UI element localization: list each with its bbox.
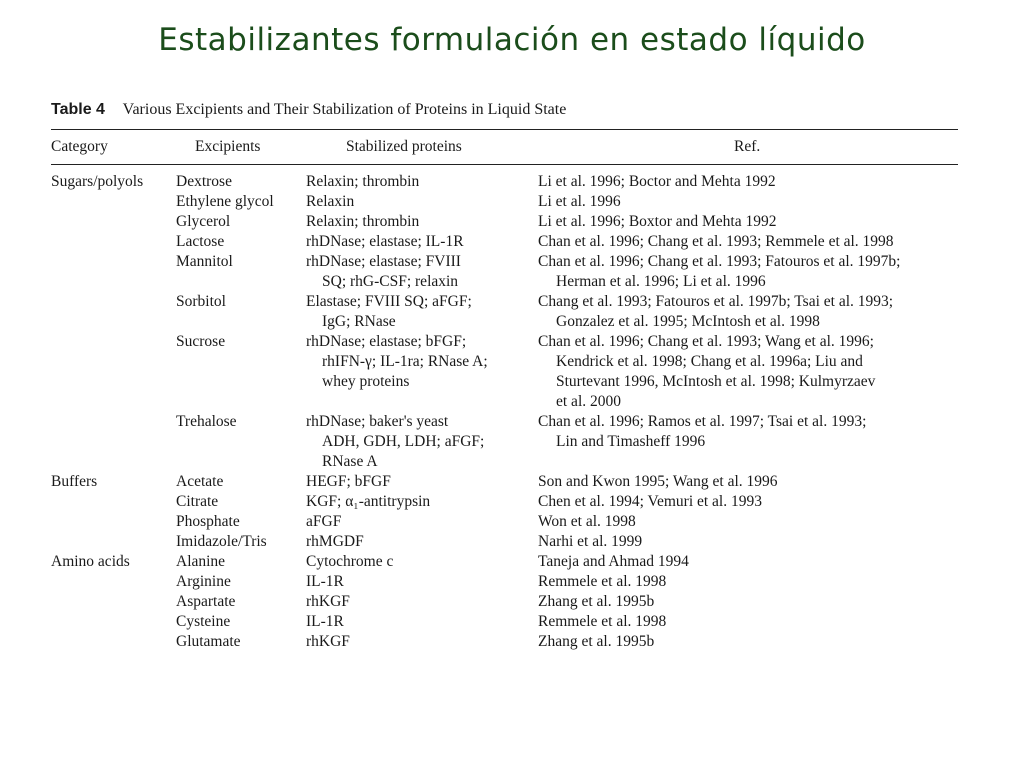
cell-excipient: Aspartate: [176, 593, 236, 610]
cell-stabilized-proteins: [306, 412, 484, 472]
cell-excipient: Mannitol: [176, 253, 233, 270]
cell-excipient: Alanine: [176, 553, 226, 570]
cell-ref: [538, 232, 894, 252]
cell-stabilized-proteins: [306, 512, 341, 532]
cell-ref: [538, 612, 666, 632]
cell-stabilized-proteins: [306, 532, 364, 552]
protein-line: rhDNase; elastase; bFGF;: [306, 333, 467, 350]
cell-ref: [538, 632, 654, 652]
ref-line: Kendrick et al. 1998; Chang et al. 1996a; Liu and: [556, 353, 863, 370]
table-header-rule: [51, 164, 958, 165]
ref-line: Chan et al. 1996; Chang et al. 1993; Remmele et al. 1998: [538, 233, 894, 250]
ref-line: Li et al. 1996; Boxtor and Mehta 1992: [538, 213, 777, 230]
cell-excipient: Sorbitol: [176, 293, 226, 310]
ref-line: Chan et al. 1996; Chang et al. 1993; Fatouros et al. 1997b;: [538, 253, 901, 270]
cell-ref: [538, 212, 777, 232]
cell-stabilized-proteins: [306, 572, 344, 592]
ref-line: Narhi et al. 1999: [538, 533, 643, 550]
cell-ref: [538, 172, 776, 192]
ref-line: et al. 2000: [556, 393, 621, 410]
protein-line: KGF; α₁-antitrypsin: [306, 493, 431, 510]
protein-line: Relaxin; thrombin: [306, 173, 420, 190]
cell-excipient: Imidazole/Tris: [176, 533, 267, 550]
cell-excipient: Phosphate: [176, 513, 240, 530]
cell-excipient: Lactose: [176, 233, 225, 250]
cell-excipient: Dextrose: [176, 173, 232, 190]
cell-ref: [538, 292, 893, 332]
header-ref: Ref.: [734, 138, 761, 155]
protein-line: Cytochrome c: [306, 553, 394, 570]
cell-stabilized-proteins: [306, 592, 350, 612]
ref-line: Zhang et al. 1995b: [538, 633, 655, 650]
cell-ref: [538, 512, 636, 532]
ref-line: Chan et al. 1996; Ramos et al. 1997; Tsai et al. 1993;: [538, 413, 867, 430]
protein-line: aFGF: [306, 513, 342, 530]
protein-line: IL-1R: [306, 613, 344, 630]
cell-excipient: Glycerol: [176, 213, 231, 230]
cell-excipient: Cysteine: [176, 613, 231, 630]
cell-stabilized-proteins: [306, 492, 430, 512]
ref-line: Sturtevant 1996, McIntosh et al. 1998; Kulmyrzaev: [556, 373, 876, 390]
cell-excipient: Trehalose: [176, 413, 237, 430]
table-caption: [51, 101, 566, 119]
cell-excipient: Sucrose: [176, 333, 226, 350]
cell-category: Sugars/polyols: [51, 173, 144, 190]
ref-line: Gonzalez et al. 1995; McIntosh et al. 1998: [556, 313, 820, 330]
protein-line: IL-1R: [306, 573, 344, 590]
ref-line: Li et al. 1996: [538, 193, 621, 210]
cell-category: Buffers: [51, 473, 98, 490]
ref-line: Remmele et al. 1998: [538, 573, 667, 590]
table-number: Table 4: [51, 101, 105, 118]
cell-stabilized-proteins: [306, 472, 391, 492]
slide-title: Estabilizantes formulación en estado líquido: [158, 22, 866, 58]
protein-line: HEGF; bFGF: [306, 473, 391, 490]
protein-line: Elastase; FVIII SQ; aFGF;: [306, 293, 472, 310]
cell-ref: [538, 592, 654, 612]
protein-line: rhIFN-γ; IL-1ra; RNase A;: [322, 353, 488, 370]
ref-line: Chan et al. 1996; Chang et al. 1993; Wang et al. 1996;: [538, 333, 874, 350]
protein-line: rhDNase; elastase; FVIII: [306, 253, 461, 270]
protein-line: rhDNase; elastase; IL-1R: [306, 233, 464, 250]
cell-ref: [538, 532, 642, 552]
header-stabilized-proteins: Stabilized proteins: [346, 138, 462, 155]
header-excipients: Excipients: [195, 138, 261, 155]
cell-stabilized-proteins: [306, 252, 461, 292]
cell-stabilized-proteins: [306, 292, 472, 332]
cell-ref: [538, 572, 666, 592]
cell-ref: [538, 472, 778, 492]
cell-ref: [538, 332, 875, 412]
ref-line: Remmele et al. 1998: [538, 613, 667, 630]
cell-excipient: Glutamate: [176, 633, 241, 650]
cell-ref: [538, 492, 762, 512]
cell-stabilized-proteins: [306, 632, 350, 652]
cell-stabilized-proteins: [306, 192, 354, 212]
cell-stabilized-proteins: [306, 552, 393, 572]
protein-line: Relaxin; thrombin: [306, 213, 420, 230]
cell-ref: [538, 412, 866, 452]
protein-line: rhKGF: [306, 633, 350, 650]
cell-excipient: Acetate: [176, 473, 224, 490]
cell-excipient: Citrate: [176, 493, 219, 510]
ref-line: Lin and Timasheff 1996: [556, 433, 706, 450]
ref-line: Taneja and Ahmad 1994: [538, 553, 689, 570]
ref-line: Son and Kwon 1995; Wang et al. 1996: [538, 473, 778, 490]
ref-line: Chang et al. 1993; Fatouros et al. 1997b; Tsai et al. 1993;: [538, 293, 894, 310]
protein-line: Relaxin: [306, 193, 355, 210]
protein-line: RNase A: [322, 453, 378, 470]
cell-stabilized-proteins: [306, 172, 419, 192]
header-category: Category: [51, 138, 108, 155]
cell-category: Amino acids: [51, 553, 130, 570]
protein-line: rhDNase; baker's yeast: [306, 413, 449, 430]
cell-ref: [538, 552, 689, 572]
protein-line: rhKGF: [306, 593, 350, 610]
protein-line: SQ; rhG-CSF; relaxin: [322, 273, 459, 290]
cell-stabilized-proteins: [306, 612, 344, 632]
protein-line: IgG; RNase: [322, 313, 396, 330]
ref-line: Chen et al. 1994; Vemuri et al. 1993: [538, 493, 762, 510]
cell-stabilized-proteins: [306, 332, 488, 392]
protein-line: whey proteins: [322, 373, 410, 390]
protein-line: rhMGDF: [306, 533, 364, 550]
protein-line: ADH, GDH, LDH; aFGF;: [322, 433, 485, 450]
table-caption-text: Various Excipients and Their Stabilization of Proteins in Liquid State: [122, 101, 567, 118]
table-top-rule: [51, 129, 958, 130]
cell-stabilized-proteins: [306, 212, 419, 232]
ref-line: Li et al. 1996; Boctor and Mehta 1992: [538, 173, 776, 190]
cell-ref: [538, 192, 621, 212]
ref-line: Herman et al. 1996; Li et al. 1996: [556, 273, 766, 290]
cell-ref: [538, 252, 900, 292]
cell-excipient: Ethylene glycol: [176, 193, 274, 210]
ref-line: Won et al. 1998: [538, 513, 636, 530]
cell-excipient: Arginine: [176, 573, 231, 590]
ref-line: Zhang et al. 1995b: [538, 593, 655, 610]
cell-stabilized-proteins: [306, 232, 464, 252]
